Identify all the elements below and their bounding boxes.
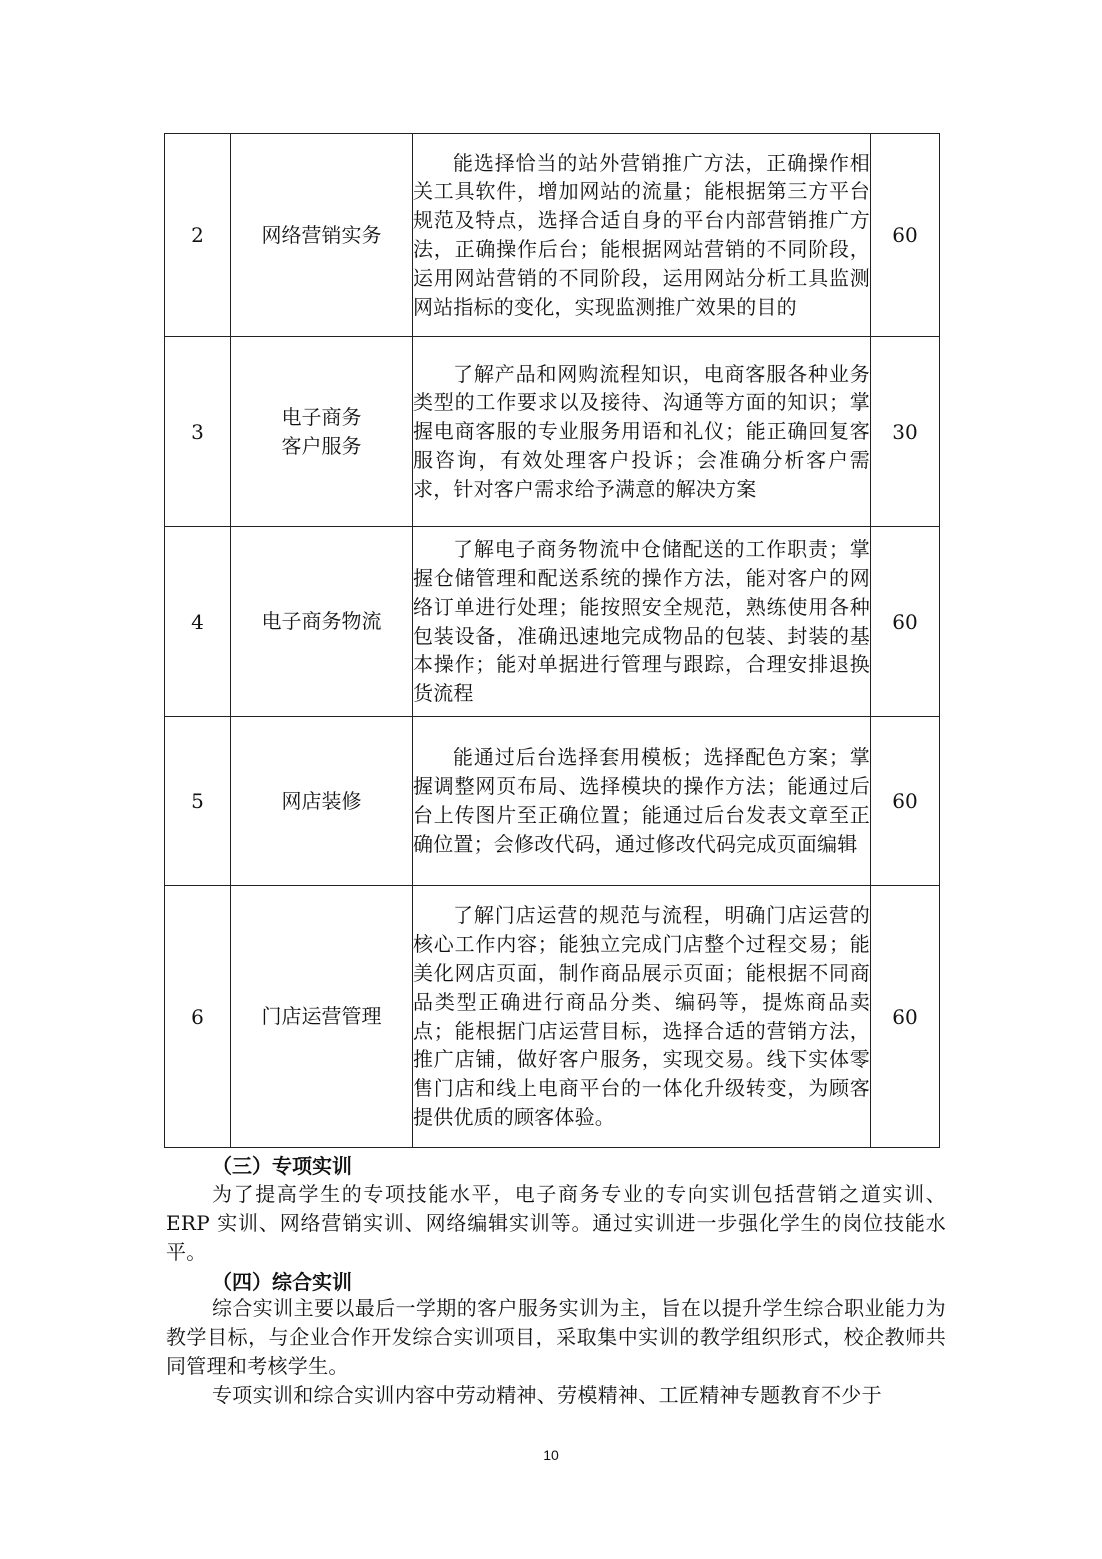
table-row [165,134,940,337]
course-description: 能通过后台选择套用模板；选择配色方案；掌握调整网页布局、选择模块的操作方法；能通过后台上传图片至正确位置；能通过后台发表文章至正确位置；会修改代码，通过修改代码完成页面编辑 [413,717,871,886]
row-number: 4 [165,527,231,717]
course-description: 了解门店运营的规范与流程，明确门店运营的核心工作内容；能独立完成门店整个过程交易；能美化网店页面，制作商品展示页面；能根据不同商品类型正确进行商品分类、编码等，提炼商品卖点；能根据门店运营目标，选择合适的营销方法，推广店铺，做好客户服务，实现交易。线下实体零售门店和线上电商平台的一体化升级转变，为顾客提供优质的顾客体验。 [413,886,871,1148]
table-row [165,527,940,717]
row-number: 5 [165,717,231,886]
section-heading-special-training: （三）专项实训 [212,1154,352,1178]
course-name: 门店运营管理 [231,886,413,1148]
course-description: 了解产品和网购流程知识，电商客服各种业务类型的工作要求以及接待、沟通等方面的知识；掌握电商客服的专业服务用语和礼仪；能正确回复客服咨询，有效处理客户投诉；会准确分析客户需求，针对客户需求给予满意的解决方案 [413,337,871,527]
section-body-comprehensive-training: 综合实训主要以最后一学期的客户服务实训为主，旨在以提升学生综合职业能力为教学目标，与企业合作开发综合实训项目，采取集中实训的教学组织形式，校企教师共同管理和考核学生。 [166,1296,946,1378]
course-name: 网络营销实务 [231,134,413,337]
course-name: 电子商务物流 [231,527,413,717]
hours-value: 60 [871,886,940,1148]
table-row [165,337,940,527]
hours-value: 30 [871,337,940,527]
section-body-special-training: 为了提高学生的专项技能水平，电子商务专业的专向实训包括营销之道实训、ERP 实训、网络营销实训、网络编辑实训等。通过实训进一步强化学生的岗位技能水平。 [166,1182,946,1264]
course-name: 网店装修 [231,717,413,886]
course-name [231,337,413,527]
training-table [164,133,940,1148]
hours-value: 60 [871,717,940,886]
course-name-line2: 客户服务 [281,433,362,458]
course-description: 了解电子商务物流中仓储配送的工作职责；掌握仓储管理和配送系统的操作方法，能对客户的网络订单进行处理；能按照安全规范，熟练使用各种包装设备，准确迅速地完成物品的包装、封装的基本操作；能对单据进行管理与跟踪，合理安排退换货流程 [413,527,871,717]
page-number: 10 [543,1447,559,1463]
hours-value: 60 [871,527,940,717]
section-heading-comprehensive-training: （四）综合实训 [212,1270,352,1294]
course-description: 能选择恰当的站外营销推广方法，正确操作相关工具软件，增加网站的流量；能根据第三方平台规范及特点，选择合适自身的平台内部营销推广方法，正确操作后台；能根据网站营销的不同阶段，运用网站营销的不同阶段，运用网站分析工具监测网站指标的变化，实现监测推广效果的目的 [413,134,871,337]
table-row [165,717,940,886]
section-body-continued: 专项实训和综合实训内容中劳动精神、劳模精神、工匠精神专题教育不少于 [212,1383,882,1407]
hours-value: 60 [871,134,940,337]
course-name-line1: 电子商务 [281,404,362,429]
row-number: 6 [165,886,231,1148]
row-number: 2 [165,134,231,337]
row-number: 3 [165,337,231,527]
table-row [165,886,940,1148]
